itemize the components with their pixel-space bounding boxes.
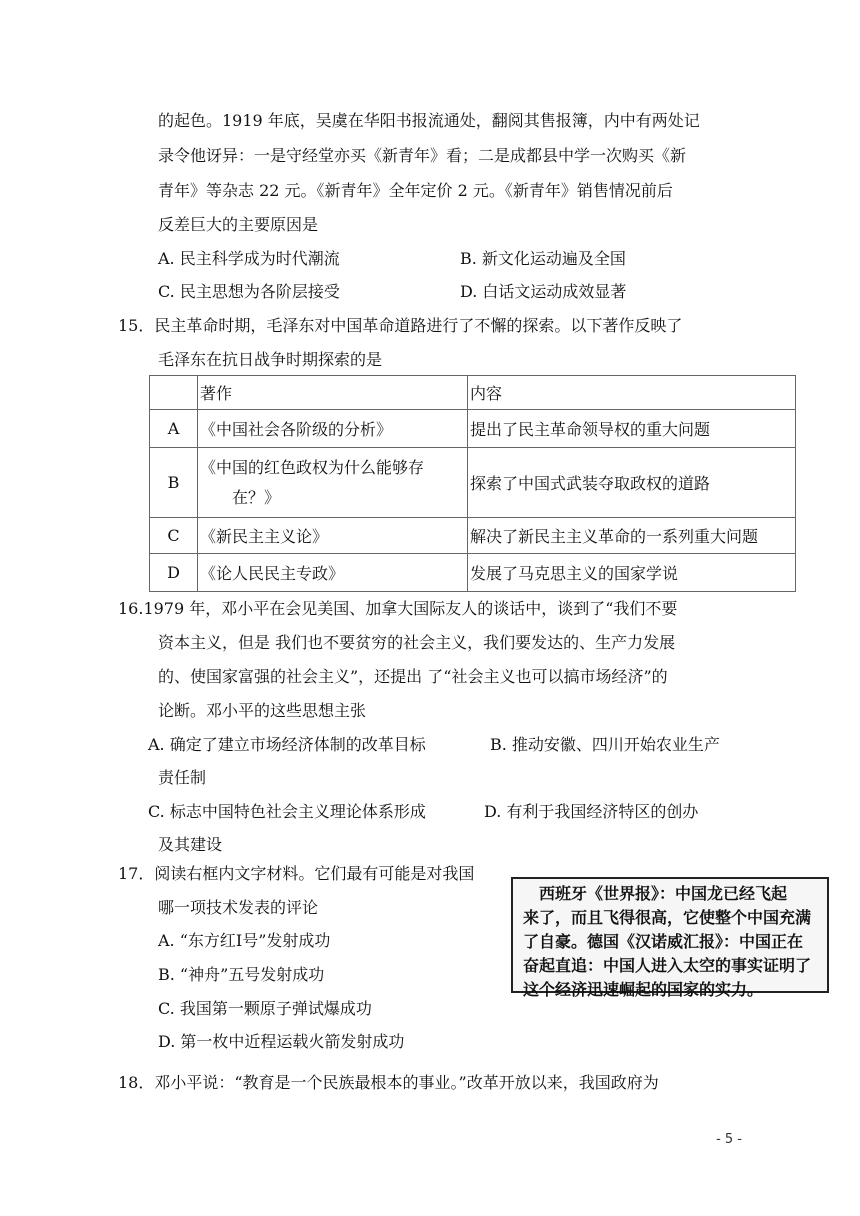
quote-line: 这个经济迅速崛起的国家的实力。: [523, 980, 764, 999]
page-number: - 5 -: [716, 1132, 742, 1147]
q14-line-3: 青年》等杂志 22 元。《新青年》全年定价 2 元。《新青年》销售情况前后: [158, 181, 673, 200]
q16-option-d: D. 有利于我国经济特区的创办: [484, 802, 699, 821]
q14-option-c: C. 民主思想为各阶层接受: [158, 282, 340, 301]
quote-line: 奋起直追：中国人进入太空的事实证明了: [523, 956, 812, 975]
row-work: 《新民主主义论》: [198, 518, 468, 554]
row-work-line-2: 在？》: [232, 487, 281, 507]
q16-line-4: 论断。邓小平的这些思想主张: [158, 701, 367, 720]
row-content: 提出了民主革命领导权的重大问题: [468, 410, 796, 448]
row-letter: D: [150, 554, 198, 592]
q17-option-a: A. “东方红Ⅰ号”发射成功: [158, 931, 331, 950]
q17-option-b: B. “神舟”五号发射成功: [158, 965, 325, 984]
table-header-letter: [150, 376, 198, 410]
row-work-line-1: 《中国的红色政权为什么能够存: [200, 457, 425, 477]
row-work: [198, 448, 468, 518]
table-row: [150, 554, 796, 592]
q16-option-b: B. 推动安徽、四川开始农业生产: [490, 735, 720, 754]
table-row: [150, 518, 796, 554]
row-content: 探索了中国式武装夺取政权的道路: [468, 448, 796, 518]
q17-option-c: C. 我国第一颗原子弹试爆成功: [158, 999, 372, 1018]
table-row: [150, 410, 796, 448]
q16-option-b-cont: 责任制: [158, 768, 207, 787]
q16-line-3: 的、使国家富强的社会主义”，还提出 了“社会主义也可以搞市场经济”的: [158, 667, 668, 686]
q14-line-1: 的起色。1919 年底，吴虞在华阳书报流通处，翻阅其售报簿，内中有两处记: [158, 111, 700, 130]
q16-option-d-cont: 及其建设: [158, 835, 223, 854]
quote-box: [511, 877, 829, 999]
q16-line-1: 16.1979 年，邓小平在会见美国、加拿大国际友人的谈话中，谈到了“我们不要: [118, 599, 678, 618]
table-header-row: [150, 376, 796, 410]
q14-option-d: D. 白话文运动成效显著: [460, 282, 627, 301]
row-work: 《论人民民主专政》: [198, 554, 468, 592]
q16-option-c: C. 标志中国特色社会主义理论体系形成: [148, 802, 426, 821]
row-work: 《中国社会各阶级的分析》: [198, 410, 468, 448]
q15-stem-line-2: 毛泽东在抗日战争时期探索的是: [158, 350, 383, 369]
q17-stem-line-2: 哪一项技术发表的评论: [158, 898, 319, 917]
q14-line-4: 反差巨大的主要原因是: [158, 215, 319, 234]
q17-option-d: D. 第一枚中近程运载火箭发射成功: [158, 1032, 405, 1051]
table-header-work: 著作: [198, 376, 468, 410]
table-header-content: 内容: [468, 376, 796, 410]
quote-line: 来了，而且飞得很高，它使整个中国充满: [523, 908, 812, 927]
q14-option-b: B. 新文化运动遍及全国: [460, 249, 626, 268]
q18-stem-line-1: 18．邓小平说：“教育是一个民族最根本的事业。”改革开放以来，我国政府为: [118, 1073, 659, 1092]
q17-stem-line-1: 17．阅读右框内文字材料。它们最有可能是对我国: [118, 864, 475, 883]
row-letter: A: [150, 410, 198, 448]
quote-line: 了自豪。德国《汉诺威汇报》：中国正在: [523, 932, 804, 951]
row-content: 发展了马克思主义的国家学说: [468, 554, 796, 592]
row-letter: C: [150, 518, 198, 554]
q16-option-a: A. 确定了建立市场经济体制的改革目标: [148, 735, 426, 754]
q15-table: [149, 375, 796, 592]
q14-option-a: A. 民主科学成为时代潮流: [158, 249, 340, 268]
q16-line-2: 资本主义，但是 我们也不要贫穷的社会主义，我们要发达的、生产力发展: [158, 633, 676, 652]
q15-stem-line-1: 15．民主革命时期，毛泽东对中国革命道路进行了不懈的探索。以下著作反映了: [118, 316, 683, 335]
row-content: 解决了新民主主义革命的一系列重大问题: [468, 518, 796, 554]
table-row: [150, 448, 796, 518]
row-letter: B: [150, 448, 198, 518]
quote-line: 西班牙《世界报》：中国龙已经飞起: [523, 884, 788, 903]
q14-line-2: 录令他讶异：一是守经堂亦买《新青年》看；二是成都县中学一次购买《新: [158, 146, 687, 165]
